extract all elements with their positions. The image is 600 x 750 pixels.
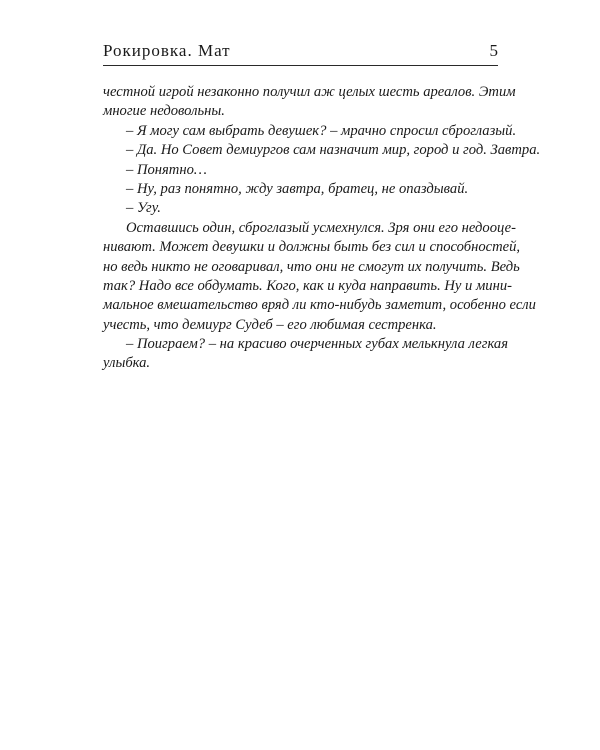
- page-number: 5: [489, 41, 498, 60]
- text-line: мальное вмешательство вряд ли кто-нибудь заметит, особенно если: [103, 297, 536, 314]
- text-line: – Поиграем? – на красиво очерченных губах мелькнула легкая: [126, 336, 508, 353]
- text-line: но ведь никто не оговаривал, что они не смогут их получить. Ведь: [103, 258, 520, 275]
- text-line: – Ну, раз понятно, жду завтра, братец, не опаздывай.: [126, 180, 469, 197]
- running-title: Рокировка. Мат: [103, 41, 231, 60]
- running-head: [103, 40, 498, 66]
- text-line: улыбка.: [103, 355, 151, 372]
- text-line: многие недовольны.: [103, 103, 225, 120]
- text-line: честной игрой незаконно получил аж целых шесть ареалов. Этим: [103, 84, 516, 100]
- body-text: [103, 83, 541, 374]
- text-line: нивают. Может девушки и должны быть без сил и способностей,: [103, 239, 521, 256]
- text-line: – Понятно…: [126, 161, 207, 178]
- header-rule: [103, 65, 498, 66]
- text-line: учесть, что демиург Судеб – его любимая сестренка.: [103, 316, 437, 333]
- text-line: – Да. Но Совет демиургов сам назначит мир, город и год. Завтра.: [126, 142, 541, 159]
- text-line: – Я могу сам выбрать девушек? – мрачно спросил сброглазый.: [126, 122, 517, 139]
- text-line: – Угу.: [126, 200, 161, 217]
- text-line: Оставшись один, сброглазый усмехнулся. Зря они его недооце-: [126, 219, 516, 236]
- text-line: так? Надо все обдумать. Кого, как и куда направить. Ну и мини-: [103, 277, 512, 294]
